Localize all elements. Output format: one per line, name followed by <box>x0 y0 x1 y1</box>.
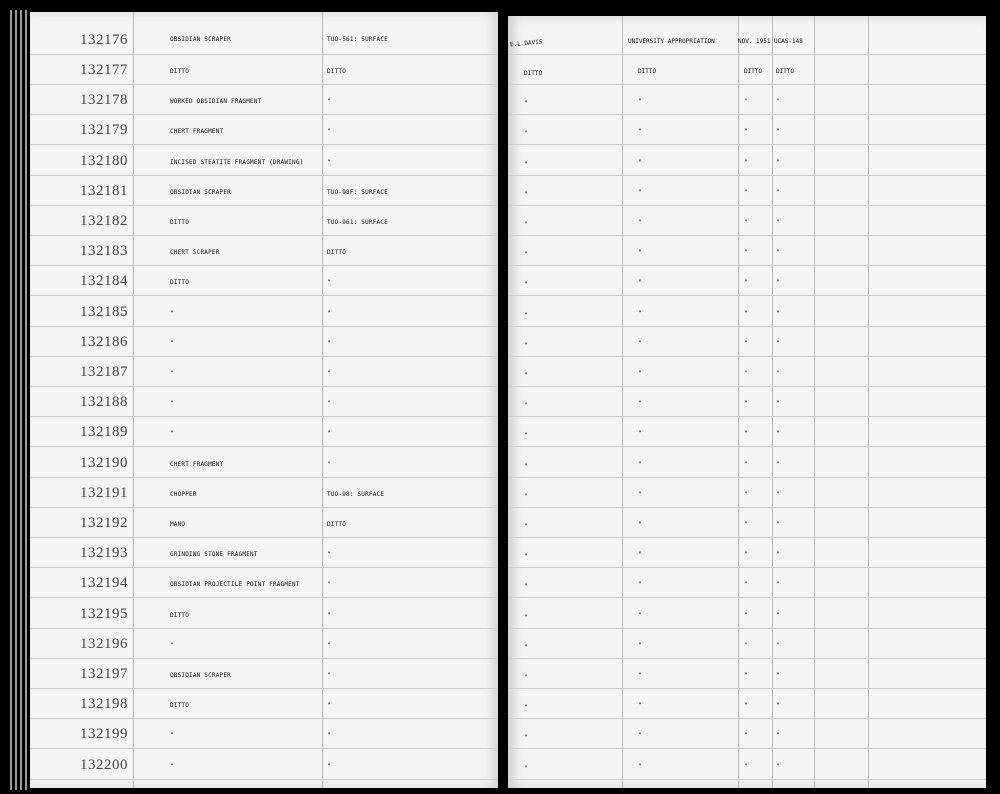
acquisition-field: " <box>638 430 642 438</box>
object-description: CHOPPER <box>170 490 197 498</box>
accession-field: " <box>776 339 780 347</box>
collector-field: " <box>524 372 528 379</box>
site-field: " <box>327 98 331 106</box>
object-description: INCISED STEATITE FRAGMENT (DRAWING) <box>170 158 304 166</box>
object-description: DITTO <box>170 702 190 710</box>
page-edge <box>10 10 12 790</box>
acquisition-field: " <box>638 98 642 106</box>
accession-field: " <box>776 400 780 408</box>
accession-field: " <box>776 460 780 468</box>
table-row <box>508 688 986 719</box>
object-description: GRINDING STONE FRAGMENT <box>170 551 258 559</box>
acquisition-field: " <box>638 521 642 528</box>
catalog-number: 132192 <box>80 515 128 531</box>
collector-field: " <box>524 432 528 440</box>
catalog-number: 132181 <box>80 182 128 199</box>
page-edge <box>15 10 17 790</box>
table-row <box>30 477 498 508</box>
acquisition-field: " <box>638 128 642 136</box>
acquisition-field: UNIVERSITY APPROPRIATION <box>628 38 715 45</box>
acquisition-field: " <box>638 370 642 377</box>
acquisition-field: " <box>638 581 642 589</box>
accession-field: " <box>776 581 780 589</box>
table-row <box>508 749 986 780</box>
date-field: " <box>744 521 748 528</box>
table-row <box>30 658 498 689</box>
object-description: OBSIDIAN SCRAPER <box>170 36 231 43</box>
collector-field: " <box>524 160 528 168</box>
catalog-number: 132180 <box>80 152 128 169</box>
collector-field: " <box>524 190 528 198</box>
object-description: OBSIDIAN SCRAPER <box>170 188 231 196</box>
catalog-number: 132190 <box>80 454 128 471</box>
date-field: " <box>744 158 748 166</box>
collector-field: " <box>524 674 528 681</box>
table-row <box>508 54 986 85</box>
acquisition-field: " <box>638 762 642 770</box>
table-row <box>30 628 498 659</box>
table-row <box>30 205 498 236</box>
object-description: DITTO <box>170 219 190 226</box>
table-row <box>30 567 498 598</box>
table-row <box>508 205 986 236</box>
table-row <box>508 175 986 206</box>
accession-field: " <box>776 551 780 559</box>
table-row <box>508 84 986 115</box>
object-description: MANO <box>170 521 186 528</box>
object-description: CHERT FRAGMENT <box>170 128 224 136</box>
catalog-number: 132195 <box>80 605 128 622</box>
ledger-left-page <box>30 12 498 788</box>
table-row <box>30 416 498 447</box>
object-description: " <box>170 732 174 740</box>
acquisition-field: " <box>638 188 642 196</box>
accession-field: DITTO <box>776 68 795 75</box>
table-row <box>30 175 498 206</box>
site-field: TUO-98: SURFACE <box>327 490 385 498</box>
object-description: " <box>170 309 174 317</box>
accession-field: " <box>776 430 780 438</box>
table-row <box>30 718 498 749</box>
accession-field: " <box>776 188 780 196</box>
date-field: " <box>744 581 748 589</box>
date-field: " <box>744 339 748 347</box>
object-description: " <box>170 430 174 438</box>
site-field: " <box>327 430 331 438</box>
date-field: " <box>744 430 748 438</box>
site-field: " <box>327 702 331 710</box>
catalog-number: 132182 <box>80 213 128 229</box>
site-field: TUO-961: SURFACE <box>327 219 388 226</box>
collector-field: " <box>524 613 528 621</box>
site-field: DITTO <box>327 249 347 257</box>
date-field: " <box>744 702 748 710</box>
accession-field: " <box>776 490 780 498</box>
table-row <box>30 54 498 85</box>
table-row <box>30 296 498 327</box>
catalog-number: 132200 <box>80 756 128 773</box>
table-row <box>508 477 986 508</box>
object-description: " <box>170 339 174 347</box>
site-field: " <box>327 581 331 589</box>
acquisition-field: " <box>638 400 642 408</box>
table-row <box>30 356 498 387</box>
site-field: " <box>327 158 331 166</box>
accession-field: UCAS-148 <box>774 38 803 45</box>
object-description: CHERT FRAGMENT <box>170 460 224 468</box>
catalog-number: 132188 <box>80 394 128 411</box>
collector-field: " <box>524 100 528 108</box>
date-field: " <box>744 370 748 377</box>
catalog-number: 132199 <box>80 726 128 743</box>
acquisition-field: " <box>638 249 642 257</box>
accession-field: " <box>776 128 780 136</box>
object-description: " <box>170 370 174 377</box>
table-row <box>508 658 986 689</box>
page-edge <box>25 10 27 790</box>
table-row <box>30 537 498 568</box>
object-description: CHERT SCRAPER <box>170 249 220 257</box>
table-row <box>508 416 986 447</box>
collector-field: " <box>524 492 528 500</box>
date-field: " <box>744 641 748 649</box>
collector-field: " <box>524 402 528 410</box>
accession-field: " <box>776 702 780 710</box>
table-row <box>508 265 986 296</box>
table-row <box>508 386 986 417</box>
accession-field: " <box>776 732 780 740</box>
collector-field: " <box>524 704 528 712</box>
object-description: " <box>170 762 174 770</box>
object-description: DITTO <box>170 611 190 619</box>
table-row <box>508 235 986 266</box>
collector-field: " <box>524 251 528 259</box>
catalog-number: 132178 <box>80 92 128 109</box>
site-field: " <box>327 309 331 317</box>
ledger-header-row <box>30 24 498 55</box>
accession-field: " <box>776 521 780 528</box>
table-row <box>508 145 986 176</box>
site-field: TUO-98F: SURFACE <box>327 188 388 196</box>
date-field: DITTO <box>744 68 763 75</box>
table-row <box>508 507 986 538</box>
date-field: " <box>744 128 748 136</box>
site-field: " <box>327 611 331 619</box>
table-row <box>30 235 498 266</box>
table-row <box>508 718 986 749</box>
date-field: " <box>744 400 748 408</box>
collector-field: " <box>524 281 528 289</box>
object-description: DITTO <box>170 68 190 75</box>
date-field: " <box>744 490 748 498</box>
table-row <box>30 145 498 176</box>
table-row <box>508 296 986 327</box>
collector-field: E.L.DAVIS <box>509 38 543 49</box>
site-field: " <box>327 641 331 649</box>
collector-field: " <box>524 764 528 772</box>
catalog-number: 132179 <box>80 122 128 139</box>
collector-field: " <box>524 643 528 651</box>
catalog-number: 132191 <box>80 484 128 501</box>
table-row <box>30 447 498 478</box>
table-row <box>30 114 498 145</box>
table-row <box>508 567 986 598</box>
site-field: " <box>327 551 331 559</box>
page-edge <box>20 10 22 790</box>
site-field: " <box>327 672 331 679</box>
collector-field: " <box>524 553 528 561</box>
site-field: " <box>327 400 331 408</box>
accession-field: " <box>776 249 780 257</box>
table-row <box>30 507 498 538</box>
date-field: " <box>744 219 748 226</box>
site-field: " <box>327 460 331 468</box>
acquisition-field: " <box>638 158 642 166</box>
acquisition-field: " <box>638 702 642 710</box>
date-field: " <box>744 762 748 770</box>
date-field: " <box>744 732 748 740</box>
ledger-right-page <box>508 16 986 788</box>
collector-field: " <box>524 583 528 591</box>
table-row <box>508 447 986 478</box>
table-row <box>30 749 498 780</box>
catalog-number: 132176 <box>80 32 128 48</box>
collector-field: " <box>524 462 528 470</box>
object-description: OBSIDIAN SCRAPER <box>170 672 231 679</box>
date-field: " <box>744 672 748 679</box>
acquisition-field: " <box>638 309 642 317</box>
catalog-number: 132198 <box>80 696 128 713</box>
accession-field: " <box>776 279 780 287</box>
accession-field: " <box>776 762 780 770</box>
table-row <box>508 326 986 357</box>
catalog-number: 132177 <box>80 62 128 78</box>
catalog-number: 132186 <box>80 333 128 350</box>
table-row <box>30 265 498 296</box>
table-row <box>30 386 498 417</box>
table-row <box>30 326 498 357</box>
catalog-number: 132193 <box>80 545 128 562</box>
collector-field: " <box>524 311 528 319</box>
collector-field: " <box>524 341 528 349</box>
site-field: " <box>327 339 331 347</box>
object-description: OBSIDIAN PROJECTILE POINT FRAGMENT <box>170 581 300 589</box>
object-description: " <box>170 641 174 649</box>
acquisition-field: " <box>638 672 642 679</box>
acquisition-field: " <box>638 339 642 347</box>
collector-field: " <box>524 734 528 742</box>
acquisition-field: " <box>638 611 642 619</box>
date-field: " <box>744 279 748 287</box>
date-field: " <box>744 551 748 559</box>
accession-field: " <box>776 219 780 226</box>
site-field: " <box>327 279 331 287</box>
site-field: " <box>327 370 331 377</box>
object-description: DITTO <box>170 279 190 287</box>
collector-field: " <box>524 130 528 138</box>
collector-field: DITTO <box>524 70 543 77</box>
accession-field: " <box>776 158 780 166</box>
catalog-number: 132184 <box>80 273 128 290</box>
date-field: " <box>744 460 748 468</box>
catalog-number: 132197 <box>80 666 128 682</box>
catalog-number: 132189 <box>80 424 128 441</box>
acquisition-field: " <box>638 460 642 468</box>
table-row <box>30 598 498 629</box>
site-field: " <box>327 732 331 740</box>
catalog-number: 132185 <box>80 303 128 320</box>
catalog-number: 132194 <box>80 575 128 592</box>
site-field: TUO-561: SURFACE <box>327 36 388 43</box>
table-row <box>508 356 986 387</box>
site-field: DITTO <box>327 68 347 75</box>
table-row <box>508 537 986 568</box>
acquisition-field: " <box>638 219 642 226</box>
date-field: " <box>744 249 748 257</box>
acquisition-field: " <box>638 641 642 649</box>
date-field: " <box>744 309 748 317</box>
table-row <box>508 114 986 145</box>
collector-field: " <box>524 221 528 228</box>
catalog-number: 132196 <box>80 635 128 652</box>
acquisition-field: " <box>638 490 642 498</box>
date-field: " <box>744 188 748 196</box>
accession-field: " <box>776 98 780 106</box>
catalog-number: 132183 <box>80 243 128 260</box>
table-row <box>30 688 498 719</box>
date-field: " <box>744 98 748 106</box>
accession-field: " <box>776 309 780 317</box>
acquisition-field: " <box>638 551 642 559</box>
acquisition-field: " <box>638 732 642 740</box>
table-row <box>30 84 498 115</box>
accession-field: " <box>776 370 780 377</box>
object-description: WORKED OBSIDIAN FRAGMENT <box>170 98 262 106</box>
accession-field: " <box>776 641 780 649</box>
object-description: " <box>170 400 174 408</box>
acquisition-field: " <box>638 279 642 287</box>
site-field: DITTO <box>327 521 347 528</box>
table-row <box>508 628 986 659</box>
acquisition-field: DITTO <box>638 68 657 75</box>
date-field: NOV. 1951 <box>738 38 771 45</box>
catalog-number: 132187 <box>80 364 128 380</box>
table-row <box>508 598 986 629</box>
date-field: " <box>744 611 748 619</box>
accession-field: " <box>776 672 780 679</box>
site-field: " <box>327 128 331 136</box>
collector-field: " <box>524 523 528 530</box>
accession-field: " <box>776 611 780 619</box>
ledger-header-row-right <box>508 24 986 55</box>
site-field: " <box>327 762 331 770</box>
